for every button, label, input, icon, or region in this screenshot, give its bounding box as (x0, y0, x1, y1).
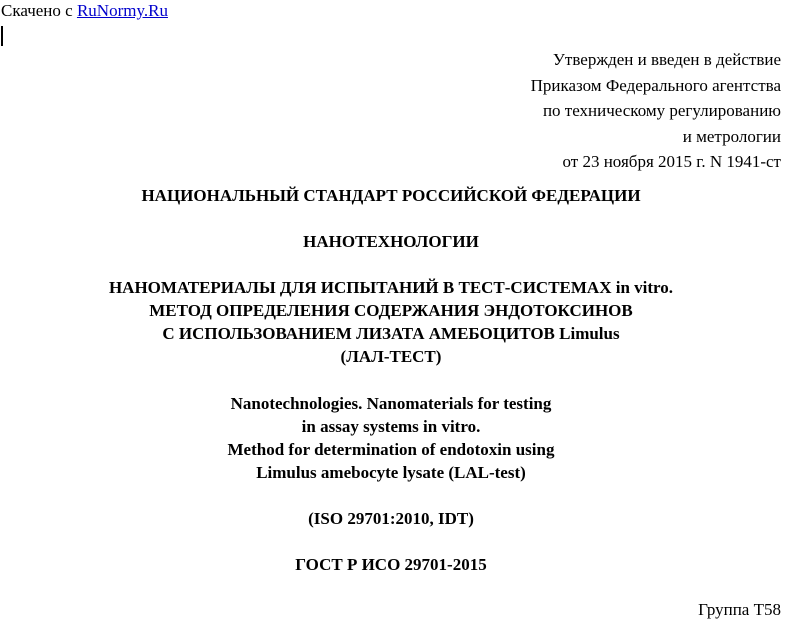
title-en-line: Limulus amebocyte lysate (LAL-test) (256, 463, 526, 482)
iso-reference-block (0, 507, 782, 530)
title-ru-line: С ИСПОЛЬЗОВАНИЕМ ЛИЗАТА АМЕБОЦИТОВ Limulus (162, 324, 620, 343)
title-en-line: Nanotechnologies. Nanomaterials for testing (230, 394, 552, 413)
title-ru-line: (ЛАЛ-ТЕСТ) (340, 347, 442, 366)
gost-number: ГОСТ Р ИСО 29701-2015 (295, 555, 487, 574)
title-en (0, 392, 782, 484)
approval-line: Утвержден и введен в действие (552, 50, 781, 69)
iso-reference: (ISO 29701:2010, IDT) (308, 509, 474, 528)
field-title: НАНОТЕХНОЛОГИИ (303, 232, 479, 251)
title-ru-line: НАНОМАТЕРИАЛЫ ДЛЯ ИСПЫТАНИЙ В ТЕСТ-СИСТЕМАХ in vitro. (108, 278, 674, 297)
gost-number-block (0, 553, 782, 576)
title-en-line: Method for determination of endotoxin using (227, 440, 555, 459)
approval-block (361, 47, 781, 175)
source-prefix: Скачено с (1, 1, 77, 20)
standard-type-heading (0, 184, 782, 207)
group-code: Группа Т58 (698, 600, 781, 619)
approval-line: от 23 ноября 2015 г. N 1941-ст (562, 152, 781, 171)
source-line (1, 1, 168, 21)
standard-type: НАЦИОНАЛЬНЫЙ СТАНДАРТ РОССИЙСКОЙ ФЕДЕРАЦИИ (141, 186, 641, 205)
approval-line: по техническому регулированию (542, 101, 781, 120)
title-ru-line: МЕТОД ОПРЕДЕЛЕНИЯ СОДЕРЖАНИЯ ЭНДОТОКСИНОВ (149, 301, 633, 320)
title-en-line: in assay systems in vitro. (301, 417, 481, 436)
runormy-link[interactable]: RuNormy.Ru (76, 1, 168, 20)
text-caret (1, 26, 3, 46)
approval-line: и метрологии (682, 126, 781, 146)
approval-line: Приказом Федерального агентства (530, 75, 781, 95)
field-heading (0, 230, 782, 253)
title-ru (0, 276, 782, 368)
